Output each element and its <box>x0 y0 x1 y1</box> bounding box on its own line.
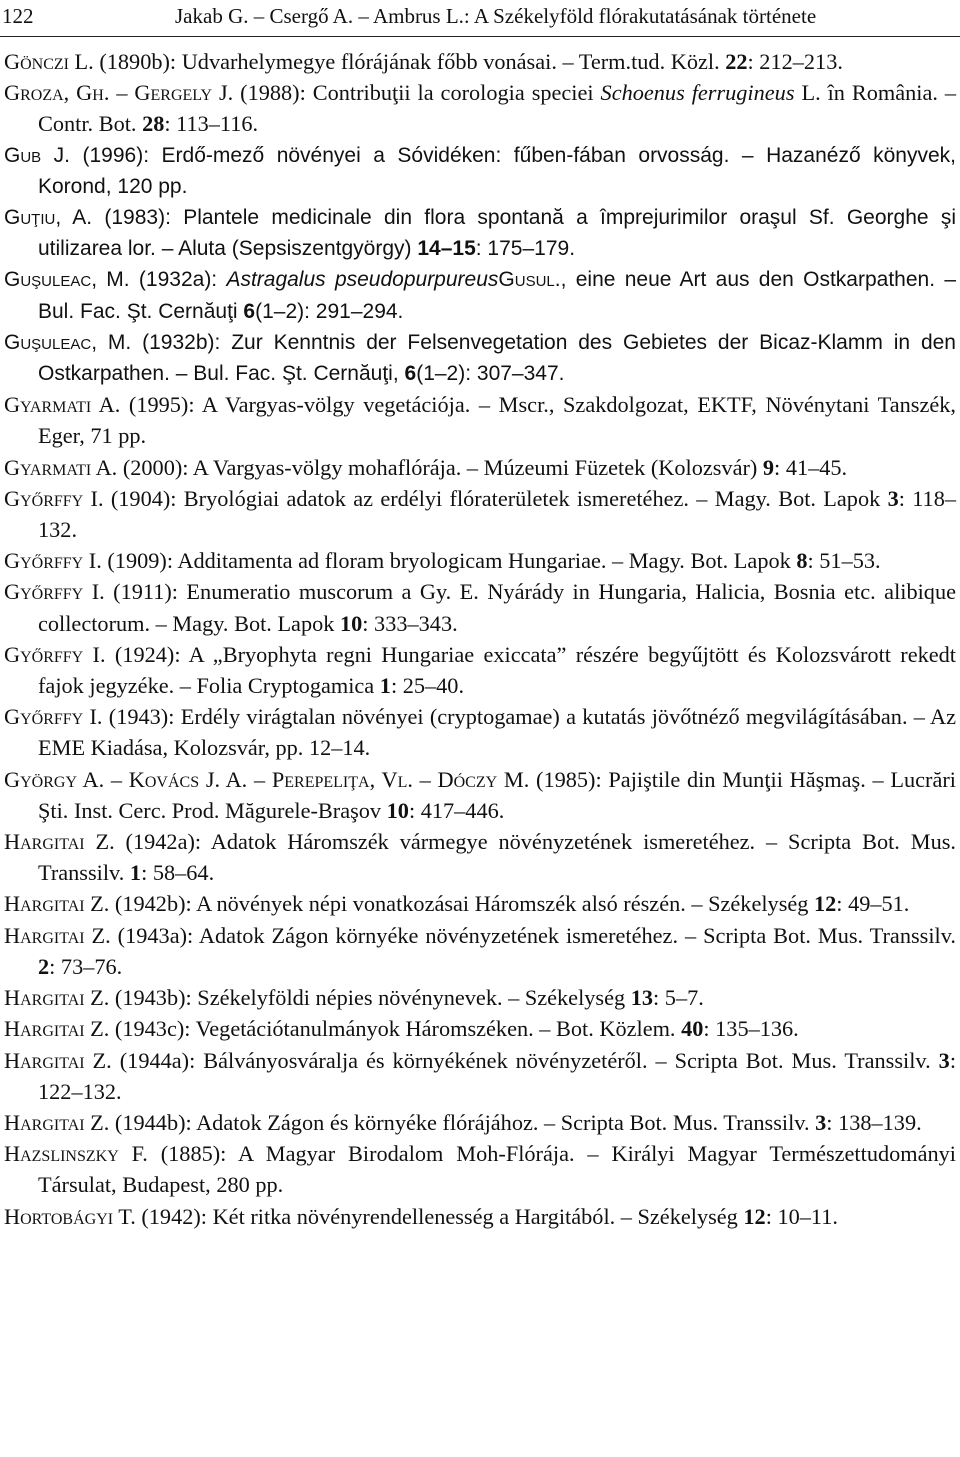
running-title: Jakab G. – Csergő A. – Ambrus L.: A Székelyföld flórakutatásának története <box>175 4 817 28</box>
reference-italic: Astragalus pseudopurpureus <box>226 268 499 292</box>
reference-volume: 2 <box>38 953 50 979</box>
reference-author: Hortobágyi T. <box>4 1203 136 1229</box>
reference-text: : 175–179. <box>475 237 576 261</box>
reference-entry <box>4 452 956 483</box>
reference-text: : 10–11. <box>765 1203 838 1229</box>
reference-entry <box>4 826 956 888</box>
reference-volume: 22 <box>725 49 748 74</box>
reference-text: (1943): Erdély virágtalan növényei (cryptogamae) a kutatás jövőtnéző megvilágításában. – Az EME Kiadása, Kolozsvár, pp. 12–14. <box>38 704 956 761</box>
reference-volume: 9 <box>762 454 775 480</box>
reference-entry <box>4 389 956 451</box>
reference-entry <box>4 639 956 701</box>
reference-entry <box>4 545 956 576</box>
reference-text: (1996): Erdő-mező növényei a Sóvidéken: fűben-fában orvosság. – Hazanéző könyvek, Korond, 120 pp. <box>38 143 957 198</box>
reference-text: (1983): Plantele medicinale din flora spontană a împrejurimilor oraşul Sf. Georghe şi utilizarea lor. – Aluta (Sepsiszentgyörgy) <box>38 206 957 261</box>
reference-entry <box>4 327 956 389</box>
reference-volume: 6 <box>243 299 256 323</box>
reference-volume: 8 <box>796 548 808 574</box>
reference-text: (1932b): Zur Kenntnis der Felsenvegetation des Gebietes der Bicaz-Klamm in den Ostkarpathen. – Bul. Fac. Şt. Cernăuţi, <box>38 330 956 386</box>
reference-text: (1988): Contribuţii la corologia speciei <box>233 80 601 106</box>
reference-volume: 10 <box>339 610 363 636</box>
reference-text: (1944b): Adatok Zágon és környéke flórájához. – Scripta Bot. Mus. Transsilv. <box>109 1109 816 1135</box>
reference-volume: 10 <box>386 797 409 823</box>
reference-entry <box>4 1138 956 1200</box>
reference-volume: 3 <box>815 1109 827 1135</box>
reference-entry <box>4 701 956 763</box>
reference-text: (2000): A Vargyas-völgy mohaflórája. – Múzeumi Füzetek (Kolozsvár) <box>117 454 763 480</box>
reference-author: Hargitai Z. <box>4 1047 112 1073</box>
reference-text: (1942b): A növények népi vonatkozásai Háromszék alsó részén. – Székelység <box>109 891 814 917</box>
reference-text: : 417–446. <box>408 797 505 823</box>
reference-volume: 1 <box>379 673 391 699</box>
reference-author: Hargitai Z. <box>4 829 115 855</box>
reference-entry <box>4 576 956 638</box>
reference-text: : 51–53. <box>807 548 881 574</box>
reference-text: (1932a): <box>129 268 227 292</box>
reference-text: ., eine neue Art aus den Ostkarpathen. – Bul. Fac. Şt. Cernăuţi <box>38 268 957 323</box>
reference-text: (1943b): Székelyföldi népies növénynevek. – Székelység <box>109 985 631 1011</box>
reference-text: : 25–40. <box>390 673 465 699</box>
reference-text: : 333–343. <box>362 610 458 636</box>
reference-author: Gönczi L. <box>4 49 94 74</box>
reference-volume: 14–15 <box>417 237 476 261</box>
reference-text: (1943c): Vegetációtanulmányok Háromszéken. – Bot. Közlem. <box>109 1016 682 1042</box>
reference-author: Győrffy I. <box>4 579 105 605</box>
reference-entry <box>4 920 956 982</box>
running-header <box>0 0 960 37</box>
reference-volume: 3 <box>887 485 899 511</box>
reference-volume: 3 <box>938 1047 950 1073</box>
reference-author: Gyarmati A. <box>4 454 118 480</box>
reference-list <box>4 46 956 1232</box>
reference-text: : 212–213. <box>747 49 843 74</box>
reference-author: Gusul <box>498 268 555 292</box>
reference-text: (1942a): Adatok Háromszék vármegye növényzetének ismeretéhez. – Scripta Bot. Mus. Transsilv. <box>38 829 956 886</box>
reference-author: Guşuleac, M. <box>4 268 130 292</box>
reference-author: György A. – Kovács J. A. – Perepeliţa, Vl. – Dóczy M. <box>4 766 530 792</box>
reference-author: Hargitai Z. <box>4 985 110 1011</box>
reference-text: (1943a): Adatok Zágon környéke növényzetének ismeretéhez. – Scripta Bot. Mus. Transsilv. <box>110 922 956 948</box>
reference-text: : 41–45. <box>774 454 848 480</box>
reference-volume: 40 <box>681 1016 704 1042</box>
reference-author: Hazslinszky F. <box>4 1141 148 1167</box>
reference-author: Gyarmati A. <box>4 392 121 418</box>
reference-text: (1909): Additamenta ad floram bryologicam Hungariae. – Magy. Bot. Lapok <box>101 548 797 574</box>
reference-text: : 58–64. <box>141 860 215 886</box>
reference-entry <box>4 1201 956 1232</box>
reference-text: (1–2): 307–347. <box>416 362 565 386</box>
reference-author: Groza, Gh. – Gergely J. <box>4 80 234 106</box>
reference-volume: 12 <box>743 1203 766 1229</box>
reference-text: (1890b): Udvarhelymegye flórájának főbb vonásai. – Term.tud. Közl. <box>93 49 726 74</box>
reference-entry <box>4 982 956 1013</box>
reference-author: Guşuleac, M. <box>4 330 132 354</box>
reference-author: Győrffy I. <box>4 641 106 667</box>
reference-text: (1904): Bryológiai adatok az erdélyi flóraterületek ismeretéhez. – Magy. Bot. Lapok <box>103 485 888 511</box>
reference-text: (1885): A Magyar Birodalom Moh-Flórája. – Királyi Magyar Természettudományi Társulat, Budapest, 280 pp. <box>38 1141 956 1198</box>
reference-author: Hargitai Z. <box>4 1016 110 1042</box>
reference-entry <box>4 202 956 264</box>
reference-entry <box>4 1045 956 1107</box>
reference-author: Győrffy I. <box>4 704 103 730</box>
reference-italic: Schoenus ferrugineus <box>600 80 795 106</box>
reference-text: L. în România. – Contr. Bot. <box>38 80 957 137</box>
reference-volume: 12 <box>814 891 837 917</box>
reference-text: (1–2): 291–294. <box>255 299 404 323</box>
page-number: 122 <box>2 4 34 28</box>
reference-entry <box>4 1013 956 1044</box>
reference-entry <box>4 888 956 919</box>
reference-volume: 28 <box>142 111 165 137</box>
reference-author: Guţiu, A. <box>4 206 93 230</box>
reference-entry <box>4 140 956 202</box>
reference-author: Hargitai Z. <box>4 922 111 948</box>
reference-volume: 1 <box>129 860 142 886</box>
reference-author: Győrffy I. <box>4 548 102 574</box>
reference-entry <box>4 1107 956 1138</box>
reference-text: (1911): Enumeratio muscorum a Gy. E. Nyárády in Hungaria, Halicia, Bosnia etc. alibique collectorum. – Magy. Bot. Lapok <box>38 579 956 636</box>
reference-text: (1944a): Bálványosváralja és környékének növényzetéről. – Scripta Bot. Mus. Transsilv. <box>111 1047 939 1073</box>
reference-text: : 49–51. <box>836 891 910 917</box>
reference-text: : 73–76. <box>49 953 123 979</box>
reference-author: Hargitai Z. <box>4 1109 110 1135</box>
reference-text: : 138–139. <box>826 1109 922 1135</box>
reference-text: (1995): A Vargyas-völgy vegetációja. – Mscr., Szakdolgozat, EKTF, Növénytani Tanszék, Eger, 71 pp. <box>38 392 956 449</box>
reference-text: : 118–132. <box>38 485 956 543</box>
reference-author: Hargitai Z. <box>4 891 110 917</box>
reference-entry <box>4 46 956 77</box>
reference-author: Gub J. <box>4 143 70 167</box>
reference-text: (1942): Két ritka növényrendellenesség a Hargitából. – Székelység <box>135 1203 744 1229</box>
reference-entry <box>4 764 956 826</box>
reference-volume: 13 <box>630 985 654 1011</box>
reference-text: : 122–132. <box>38 1047 957 1104</box>
reference-entry <box>4 77 956 139</box>
reference-text: (1924): A „Bryophyta regni Hungariae exiccata” részére begyűjtött és Kolozsvárott rekedt fajok jegyzéke. – Folia Cryptogamica <box>38 641 956 699</box>
reference-entry <box>4 483 956 545</box>
reference-text: : 135–136. <box>703 1016 799 1042</box>
reference-text: : 5–7. <box>653 985 704 1011</box>
reference-volume: 6 <box>404 362 417 386</box>
reference-text: : 113–116. <box>164 111 259 137</box>
reference-entry <box>4 264 956 326</box>
reference-text: (1985): Pajiştile din Munţii Hăşmaş. – Lucrări Şti. Inst. Cerc. Prod. Măgurele-Braşov <box>38 766 956 823</box>
reference-author: Győrffy I. <box>4 485 104 511</box>
